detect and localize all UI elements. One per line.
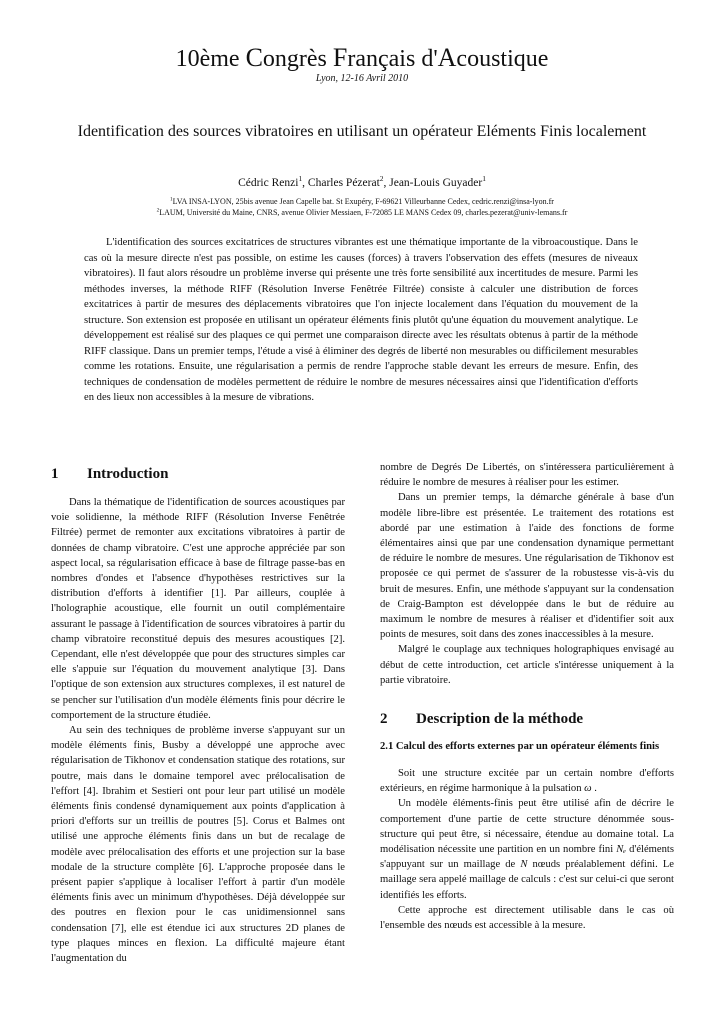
author-name: Charles Pézerat (307, 177, 380, 189)
paragraph: Malgré le couplage aux techniques holographiques envisagé au début de cette introduction, cet article s'intéresse uniquement à la partie vibratoire. (380, 644, 674, 686)
n-symbol: N (520, 859, 528, 871)
author-name: Cédric Renzi (238, 177, 299, 189)
right-column (380, 460, 674, 933)
paper-title: Identification des sources vibratoires en utilisant un opérateur Eléments Finis localement (77, 123, 647, 140)
author-name: Jean-Louis Guyader (389, 177, 483, 189)
conference-title: 10ème Congrès Français d'Acoustique (175, 43, 549, 72)
paragraph: Dans la thématique de l'identification de sources acoustiques par voie solidienne, la méthode RIFF (Résolution Inverse Fenêtrée Filtrée) permet de remonter aux excitations vibratoires à partir de données de champ vibratoire. C'est une approche appréciée par son aspect local, sa régularisation efficace à base de filtrage passe-bas en nombres d'ondes et l'absence d'hypothèses restrictives sur la distribution d'efforts à identifier [1]. Par ailleurs, couplée à l'holographie acoustique, elle fournit un outil complémentaire assurant le passage à l'identification de sources vibratoires à partir du champ vibratoire reconstitué depuis des mesures acoustiques [2]. Cependant, elle n'est développée que pour des structures simples car elle s'appuie sur l'équation du mouvement analytique [3]. Dans l'optique de son extension aux structures complexes, il est naturel de se pencher sur l'utilisation d'un modèle éléments finis pour décrire le comportement de la structure étudiée. (51, 497, 345, 721)
paragraph: nombre de Degrés De Libertés, on s'intéressera particulièrement à réduire le nombre de mesures à réaliser pour les estimer. (380, 462, 674, 489)
affiliation-1: $^1$LVA INSA-LYON, 25bis avenue Jean Capelle bat. St Exupéry, F-69621 Villeurbanne Cedex, cedric.renzi@insa-lyon.fr (170, 196, 554, 206)
abstract: L'identification des sources excitatrices de structures vibrantes est une thématique importante de la vibroacoustique. Dans le cas où la mesure directe n'est pas possible, on estime les causes (forces) à travers l'observation des effets (mesures de niveaux vibratoires). Il faut alors résoudre un problème inverse qui présente une très forte sensibilité aux incertitudes de mesure. Parmi les méthodes inverses, la méthode RIFF (Résolution Inverse Fenêtrée Filtrée) consiste à calculer une distribution de forces excitatrices à partir de mesures des déplacements vibratoires que l'on injecte localement dans l'équation du mouvement de la structure. Son extension est proposée en utilisant un opérateur éléments finis plutôt qu'une équation du mouvement analytique. Le développement est réalisé sur des plaques ce qui permet une comparaison directe avec les résultats obtenus à partir de la méthode RIFF classique. Dans un premier temps, l'étude a visé à éliminer des degrés de liberté non mesurables ou difficilement mesurables comme les rotations. Ensuite, une régularisation a permis de rendre l'approche stable devant les erreurs de mesure. Enfin, des techniques de condensation de modèles permettent de réduire le nombre de mesures nécessaires ainsi que l'identification d'efforts en des lieux non accessibles à la mesure de vibrations. (84, 237, 638, 403)
subsection-heading: 2.1 Calcul des efforts externes par un opérateur éléments finis (380, 741, 660, 753)
ne-symbol: Nₑ (616, 844, 627, 856)
section-heading: 2 Description de la méthode (380, 711, 584, 728)
left-column (51, 460, 345, 966)
paragraph: Dans un premier temps, la démarche générale à base d'un modèle libre-libre est présentée. Le traitement des rotations est abordé par une estimation à l'aide des fonctions de forme élémentaires ainsi que par une condensation dynamique permettant de réduire le nombre de mesures. Une régularisation de Tikhonov est proposée ce qui permet de s'assurer de la robustesse vis-à-vis du bruit de mesures. Enfin, une méthode s'appuyant sur la condensation de Craig-Bampton est développée dans le but de réduire au maximum le nombre de mesures à réaliser et d'identifier soit aux points de mesures, soit dans des zones inaccessibles à la mesure. (380, 492, 674, 641)
author-list: Cédric Renzi$^1$, Charles Pézerat$^2$, Jean-Louis Guyader$^1$ (238, 174, 486, 189)
omega-symbol: ω (584, 783, 592, 795)
affiliation-2: $^2$LAUM, Université du Maine, CNRS, avenue Olivier Messiaen, F-72085 LE MANS Cedex 09, charles.pezerat@univ-lemans.fr (156, 207, 568, 217)
paragraph: Cette approche est directement utilisable dans le cas où l'ensemble des nœuds est accessible à la mesure. (380, 904, 674, 932)
paragraph: Un modèle éléments-finis peut être utilisé afin de décrire le comportement d'une partie de cette structure dénommée sous-structure qui peut être, si nécessaire, étendue au domaine total. La modélisation nécessite une partition en un nombre fini Nₑ d'éléments s'appuyant sur un maillage de N nœuds préalablement défini. Le maillage sera appelé maillage de calculs : c'est sur celui-ci que seront identifiés les efforts. (380, 798, 674, 901)
section-heading: 1 Introduction (51, 466, 169, 482)
paragraph: Soit une structure excitée par un certain nombre d'efforts extérieurs, en régime harmonique à la pulsation ω . (380, 768, 674, 795)
paragraph: Au sein des techniques de problème inverse s'appuyant sur un modèle éléments finis, Busby a développé une approche avec régularisation de Tikhonov et condensation statique des rotations, sur poutre, mais dans le domaine temporel avec prélocalisation de l'effort [4]. Ibrahim et Sestieri ont pour leur part utilisé un modèle éléments finis condensé dynamiquement aux points d'application à priori d'efforts sur un treillis de poutres [5]. Corus et Balmes ont utilisé une approche éléments finis dans un but de recalage de modèle avec prélocalisation des efforts et une projection sur la base modale de la structure complète [6]. L'approche proposée dans le présent papier s'applique à localiser l'effort à partir d'un modèle éléments finis avec un minimum d'hypothèses. Déjà développée sur des poutres en flexion pour le cas unidimensionnel sans condensation [7], elle est étendue ici aux structures 2D planes de type plaques minces en flexion. La difficulté majeure étant l'augmentation du (51, 725, 345, 965)
conference-date: Lyon, 12-16 Avril 2010 (315, 73, 409, 84)
